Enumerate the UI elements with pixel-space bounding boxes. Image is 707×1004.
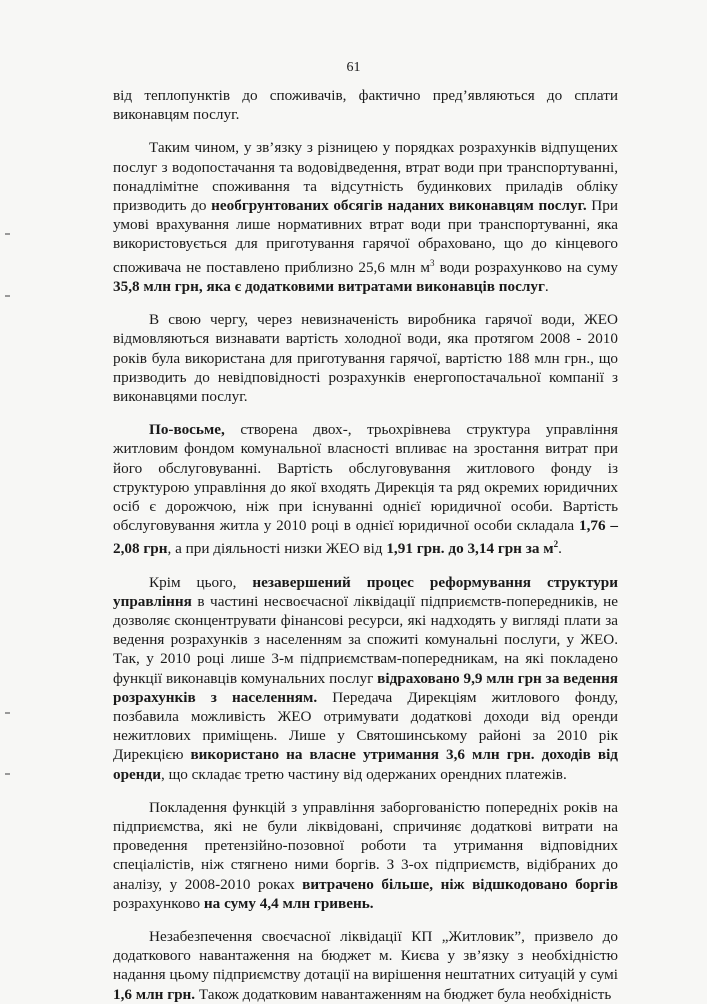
scan-mark xyxy=(5,233,10,235)
bold-phrase: використано на власне утримання 3,6 млн грн. доходів від оренди xyxy=(113,746,618,783)
bold-phrase: 1,91 грн. до 3,14 грн за $м^2$ xyxy=(386,539,559,558)
bold-phrase: відраховано 9,9 млн грн за ведення розрахунків з населенням. xyxy=(113,669,619,706)
bold-phrase: на суму 4,4 млн гривень. xyxy=(203,894,374,912)
bold-phrase: незавершений процес реформування структури управління xyxy=(113,573,618,610)
scan-mark xyxy=(5,295,10,297)
bold-phrase: витрачено більше, ніж відшкодовано боргів xyxy=(302,875,618,893)
paragraph-7: Незабезпечення своєчасної ліквідації КП „Житловик”, призвело до додаткового навантаження на бюджет м. Києва у зв’язку з необхідністю надання цьому підприємству дотації на вирішення нештатних ситуацій у сумі 1,6 млн грн. Також додатковим навантаженням на бюджет була необхідність xyxy=(113,928,618,1003)
bold-phrase: По-восьме, xyxy=(149,421,225,439)
paragraph-1: від теплопунктів до споживачів, фактично пред’являються до сплати виконавцям послуг. xyxy=(113,87,618,124)
scan-mark xyxy=(5,712,10,714)
paragraph-2: Таким чином, у зв’язку з різницею у порядках розрахунків відпущених послуг з водопостачання та водовідведення, втрат води при транспортуванні, понадлімітне споживання та відсутність будинкових приладів обліку призводить до необгрунтованих обсягів наданих виконавцям послуг. При умові врахування лише нормативних втрат води при транспортуванні, яка використовується для приготування гарячої обраховано, що до кінцевого споживача не поставлено приблизно 25,6 млн $м^3$ води розрахунково на суму 35,8 млн грн, яка є додатковими витратами виконавців послуг. xyxy=(113,139,618,295)
body-text xyxy=(113,86,618,1004)
bold-phrase: необгрунтованих обсягів наданих виконавцям послуг. xyxy=(211,197,587,215)
paragraph-3: В свою чергу, через невизначеність виробника гарячої води, ЖЕО відмовляються визнавати вартість холодної води, яка протягом 2008 - 2010 років була використана для приготування гарячої, вартістю 188 млн грн., що призводить до невідповідності розрахунків енергопостачальної компанії з виконавцями послуг. xyxy=(113,311,618,405)
bold-phrase: 1,76 – 2,08 грн xyxy=(113,517,618,558)
bold-phrase: 35,8 млн грн, яка є додатковими витратами виконавців послуг xyxy=(113,277,545,295)
scan-mark xyxy=(5,773,10,775)
page-number: 61 xyxy=(346,60,361,75)
paragraph-4: По-восьме, створена двох-, трьохрівнева структура управління житловим фондом комунальної власності впливає на зростання витрат при його обслуговуванні. Вартість обслуговування житлового фонду із структурою управління до якої входять Дирекція та ряд окремих юридичних осіб є дорожчою, ніж при існуванні однієї юридичної особи. Вартість обслуговування житла у 2010 році в однієї юридичної особи складала 1,76 – 2,08 грн, а при діяльності низки ЖЕО від 1,91 грн. до 3,14 грн за $м^2$. xyxy=(113,421,618,558)
bold-phrase: 1,6 млн грн. xyxy=(113,985,196,1003)
paragraph-6: Покладення функцій з управління заборгованістю попередніх років на підприємства, які не були ліквідовані, спричиняє додаткові витрати на проведення претензійно-позовної роботи та утримання відповідних спеціалістів, ніж стягнено ними боргів. З 3-ох підприємств, відібраних до аналізу, у 2008-2010 роках витрачено більше, ніж відшкодовано боргів розрахунково на суму 4,4 млн гривень. xyxy=(113,798,618,912)
paragraph-5: Крім цього, незавершений процес реформування структури управління в частині несвоєчасної ліквідації підприємств-попередників, не дозволяє сконцентрувати фінансові ресурси, які надходять у вигляді плати за ведення розрахунків з населенням за спожиті комунальні послуги, у ЖЕО. Так, у 2010 році лише 3-м підприємствам-попередникам, на які покладено функції виконавців комунальних послуг відраховано 9,9 млн грн за ведення розрахунків з населенням. Передача Дирекціям житлового фонду, позбавила можливість ЖЕО отримувати додаткові доходи від оренди нежитлових приміщень. Лише у Святошинському районі за 2010 рік Дирекцією використано на власне утримання 3,6 млн грн. доходів від оренди, що складає третю частину від одержаних орендних платежів. xyxy=(113,573,619,783)
